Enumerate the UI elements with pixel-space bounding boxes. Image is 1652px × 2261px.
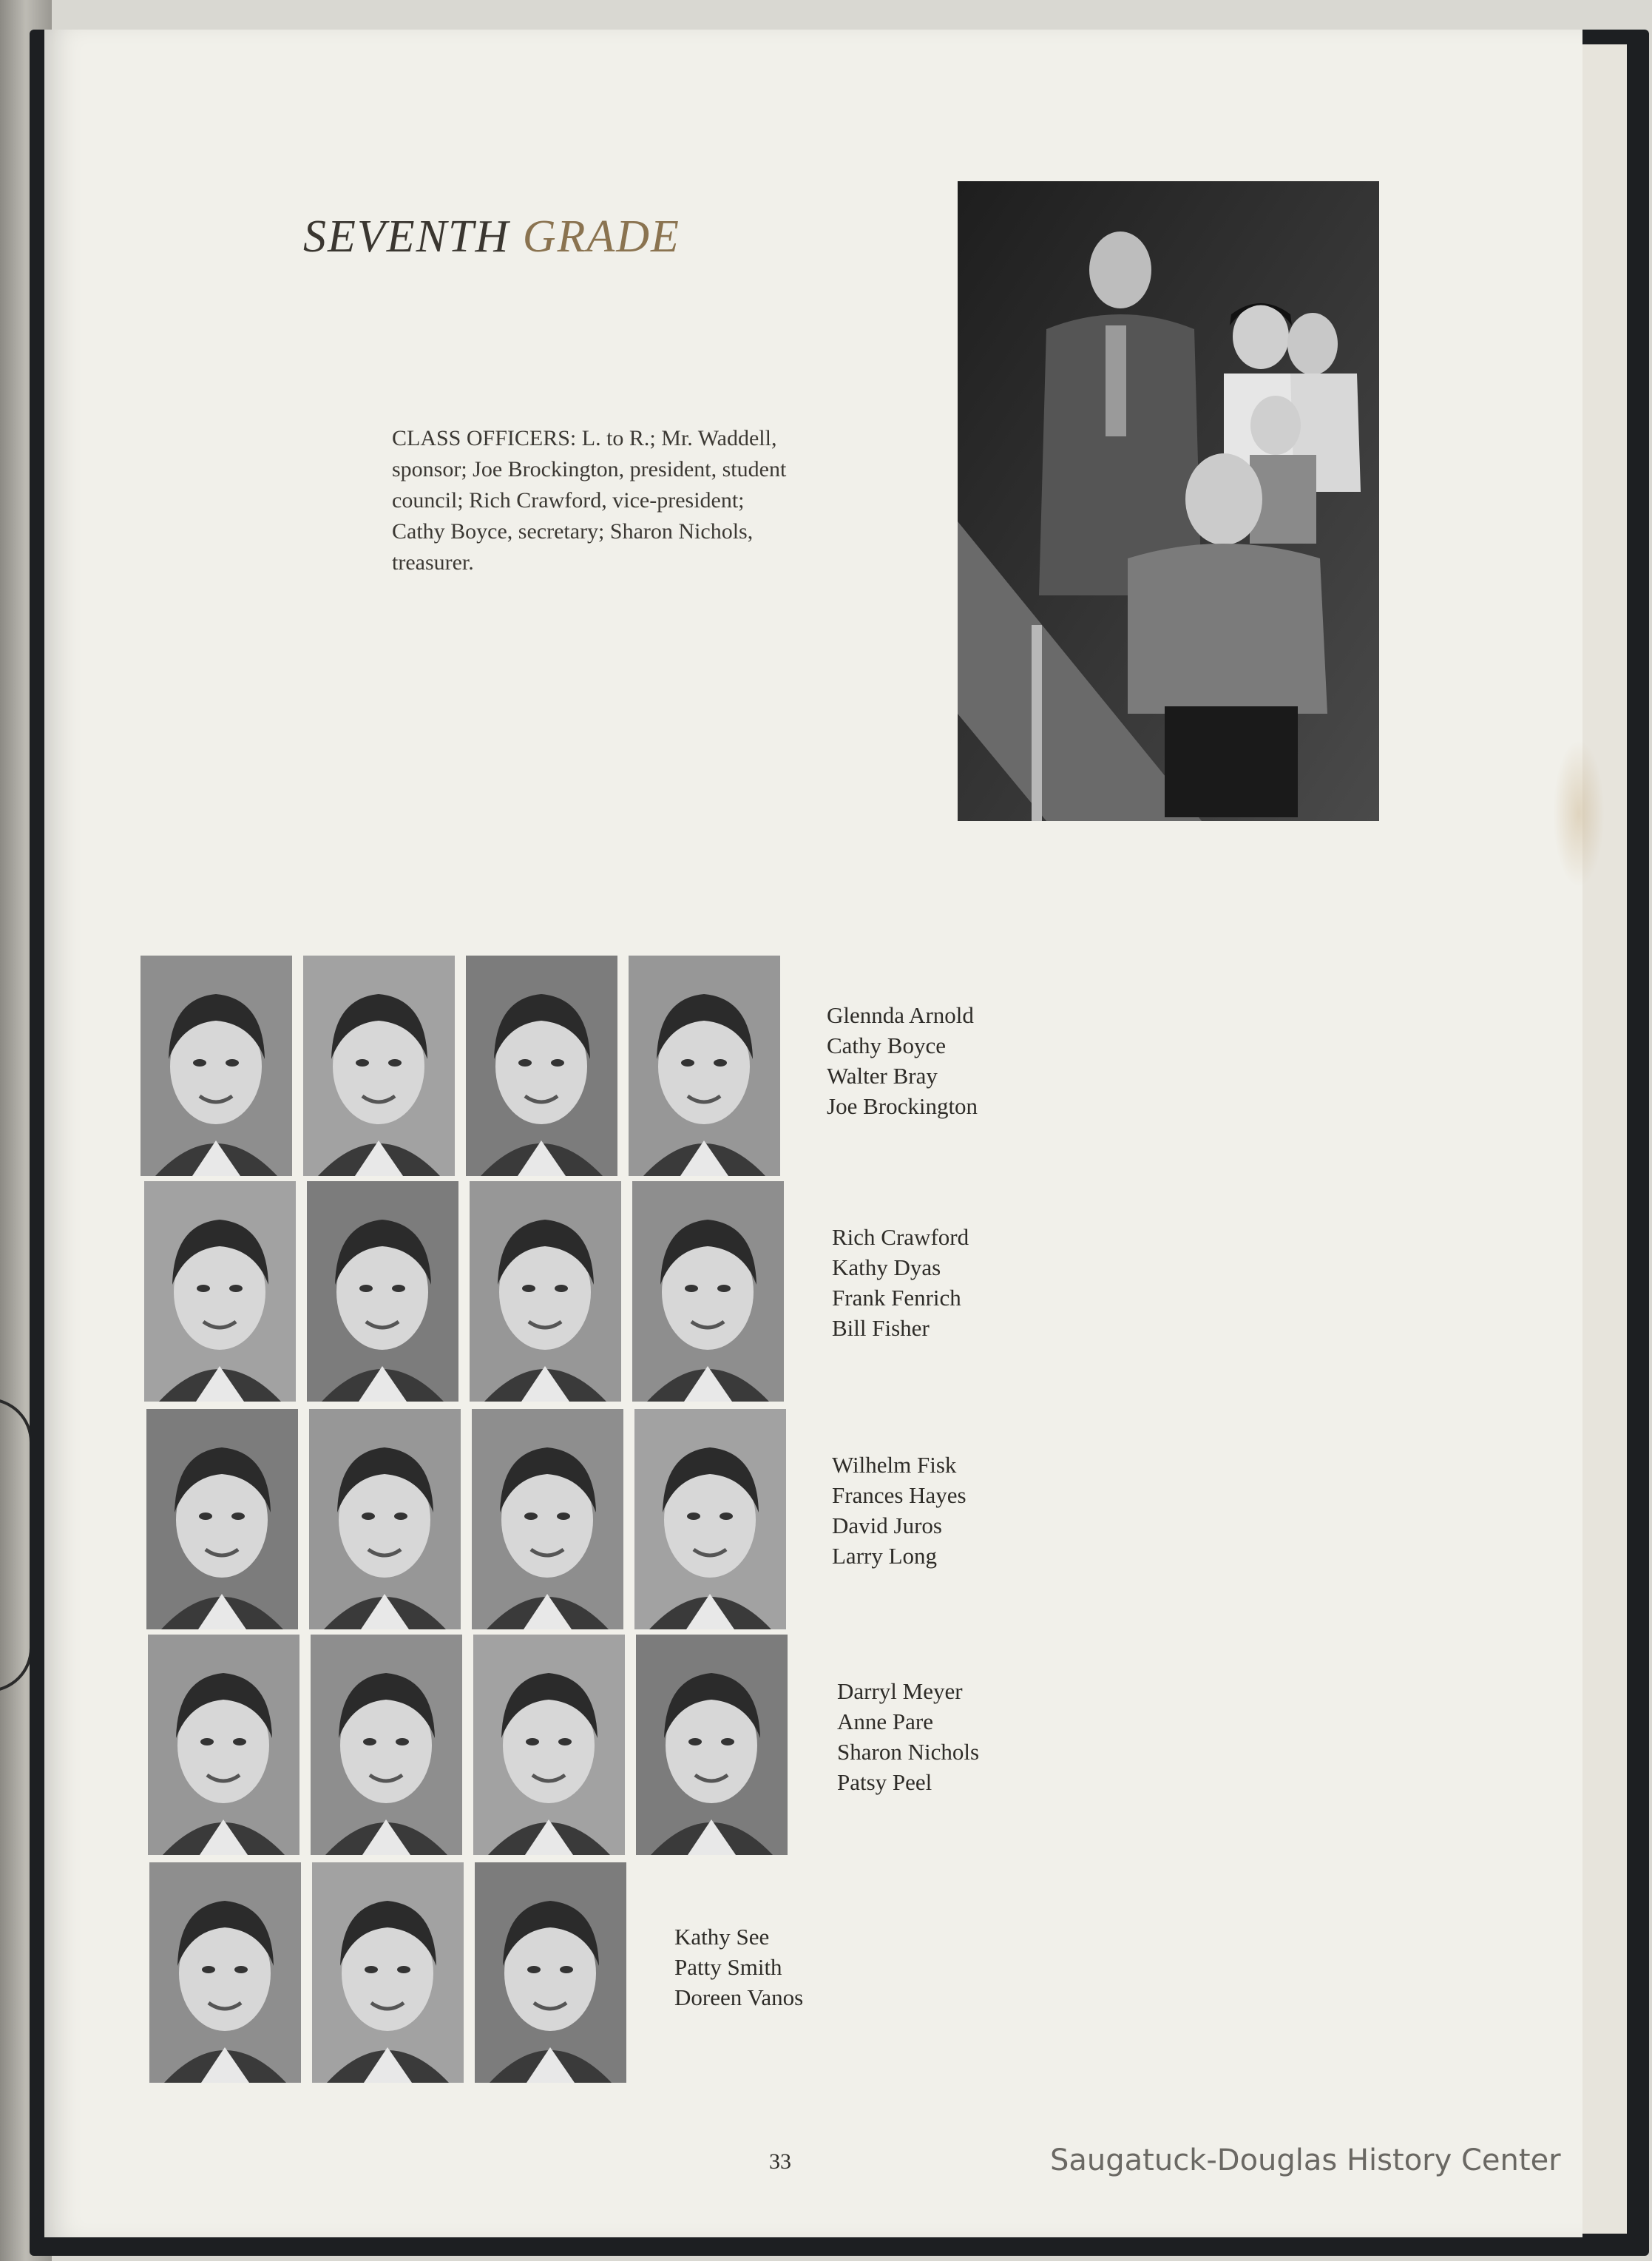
student-name: Doreen Vanos — [674, 1984, 804, 2010]
student-name: Patsy Peel — [837, 1769, 932, 1795]
names-row-2 — [832, 1222, 969, 1343]
student-portrait — [311, 1635, 462, 1855]
student-portrait — [472, 1409, 623, 1629]
student-portrait — [470, 1181, 621, 1402]
student-name: Walter Bray — [827, 1063, 938, 1089]
binding-thread — [0, 1398, 33, 1692]
student-name: Kathy Dyas — [832, 1254, 941, 1280]
student-portrait — [309, 1409, 461, 1629]
student-portrait — [632, 1181, 784, 1402]
student-name: Joe Brockington — [827, 1093, 978, 1119]
student-name: Darryl Meyer — [837, 1678, 963, 1704]
student-portrait — [149, 1862, 301, 2083]
class-officers-photo — [958, 181, 1379, 821]
student-portrait — [307, 1181, 458, 1402]
page-number: 33 — [769, 2149, 791, 2174]
student-name: Cathy Boyce — [827, 1033, 946, 1058]
names-row-5 — [674, 1922, 803, 2012]
title-word-grade: GRADE — [522, 212, 680, 262]
student-portrait — [303, 956, 455, 1176]
names-row-4 — [837, 1676, 979, 1797]
student-portrait — [146, 1409, 298, 1629]
caption-line: Cathy Boyce, secretary; Sharon Nichols, — [392, 519, 754, 544]
names-row-3 — [832, 1450, 967, 1571]
student-portrait — [634, 1409, 786, 1629]
caption-line: treasurer. — [392, 550, 474, 575]
student-name: Larry Long — [832, 1543, 938, 1569]
student-name: Bill Fisher — [832, 1315, 930, 1341]
student-name: Anne Pare — [837, 1709, 933, 1734]
officers-caption — [392, 423, 954, 578]
caption-line: CLASS OFFICERS: L. to R.; Mr. Waddell, — [392, 426, 777, 450]
watermark-text: Saugatuck-Douglas History Center — [1050, 2143, 1561, 2177]
page-stain — [1553, 740, 1605, 888]
student-name: Kathy See — [674, 1924, 770, 1950]
student-portrait — [636, 1635, 788, 1855]
student-name: Rich Crawford — [832, 1224, 969, 1250]
student-name: Sharon Nichols — [837, 1739, 980, 1765]
caption-line: council; Rich Crawford, vice-president; — [392, 488, 745, 513]
student-portrait — [466, 956, 617, 1176]
student-portrait — [473, 1635, 625, 1855]
student-name: David Juros — [832, 1513, 942, 1538]
student-name: Frank Fenrich — [832, 1285, 961, 1311]
student-portrait — [475, 1862, 626, 2083]
student-portrait — [144, 1181, 296, 1402]
student-name: Wilhelm Fisk — [832, 1452, 957, 1478]
page-title — [303, 211, 680, 263]
student-name: Patty Smith — [674, 1954, 782, 1980]
student-portrait — [629, 956, 780, 1176]
student-name: Frances Hayes — [832, 1482, 967, 1508]
student-name: Glennda Arnold — [827, 1002, 974, 1028]
student-portrait — [141, 956, 292, 1176]
title-word-seventh: SEVENTH — [303, 212, 510, 262]
names-row-1 — [827, 1000, 978, 1121]
student-portrait — [148, 1635, 299, 1855]
caption-line: sponsor; Joe Brockington, president, student — [392, 457, 787, 481]
student-portrait — [312, 1862, 464, 2083]
